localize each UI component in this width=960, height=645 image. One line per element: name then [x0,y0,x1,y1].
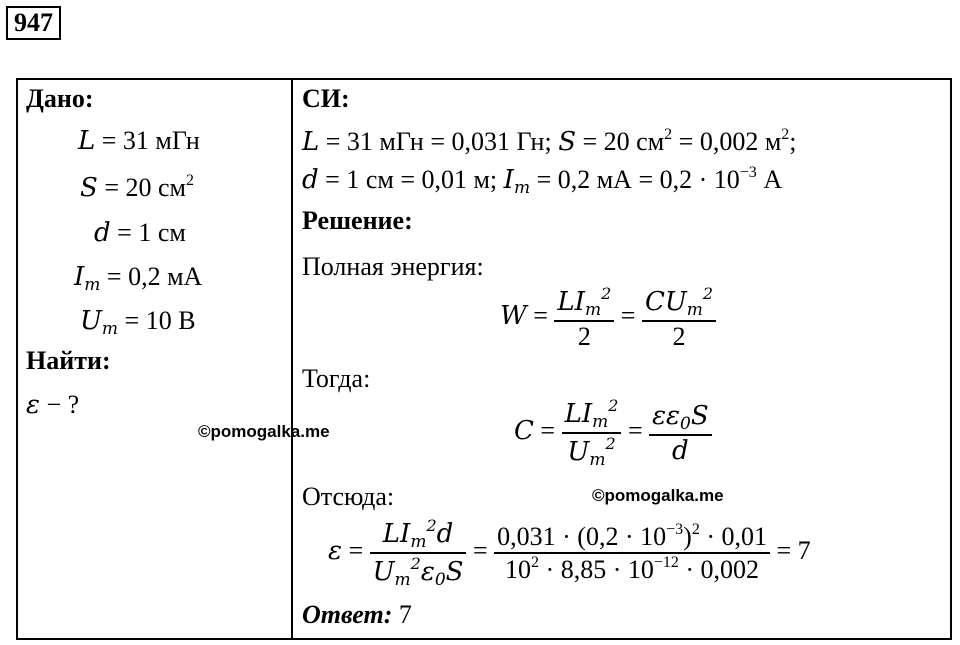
watermark-right: ©pomogalka.me [592,486,724,505]
capacitance-equation: C = $\frac{LI_m^2}{U_m^2}$ = $\frac{\varepsilon\varepsilon_0S}{d}$ [514,396,712,470]
answer: Ответ: 7 [302,600,412,629]
given-L: L = 31 мГн [78,126,200,156]
given-Um: $U_m = 10$ В [80,306,196,339]
given-d: d = 1 см [94,218,186,248]
watermark-left: ©pomogalka.me [198,422,330,441]
problem-number: 947 [6,6,61,40]
hence-label: Отсюда: [302,482,395,511]
energy-equation: W = $\frac{LI_m^2}{2}$ = $\frac{CU_m^2}{2}$ [500,284,716,352]
given-Im: $I_m = 0,2$ мА [74,262,203,295]
find-header: Найти: [26,346,111,375]
si-line-1: L = 31 мГн = 0,031 Гн; S = 20 $см^2 = 0,002$ $м^2$; [302,126,797,157]
si-header: СИ: [302,84,350,113]
si-line-2: d = 1 см = 0,01 м; $I_m = 0,2$ мА = $0,2 \cdot 10^{-3}$ А [302,164,783,198]
solution-table [16,78,952,640]
given-S: S = 20 $см^2$ [80,172,194,203]
full-energy-label: Полная энергия: [302,252,484,281]
permittivity-equation: ε = $\frac{LI_m^2d}{U_m^2\varepsilon_0S}$ = $\frac{0,031 \cdot (0,2 \cdot 10^{-3})^2 \cdot 0,01}{10^2 \cdot 8,85 \cdot 10^{-12} \cdot 0,002}$ = 7 [328,516,811,590]
find-value: ε − ? [26,390,80,420]
column-divider [291,80,293,638]
then-label: Тогда: [302,364,371,393]
given-header: Дано: [26,84,94,113]
solution-header: Решение: [302,206,413,235]
